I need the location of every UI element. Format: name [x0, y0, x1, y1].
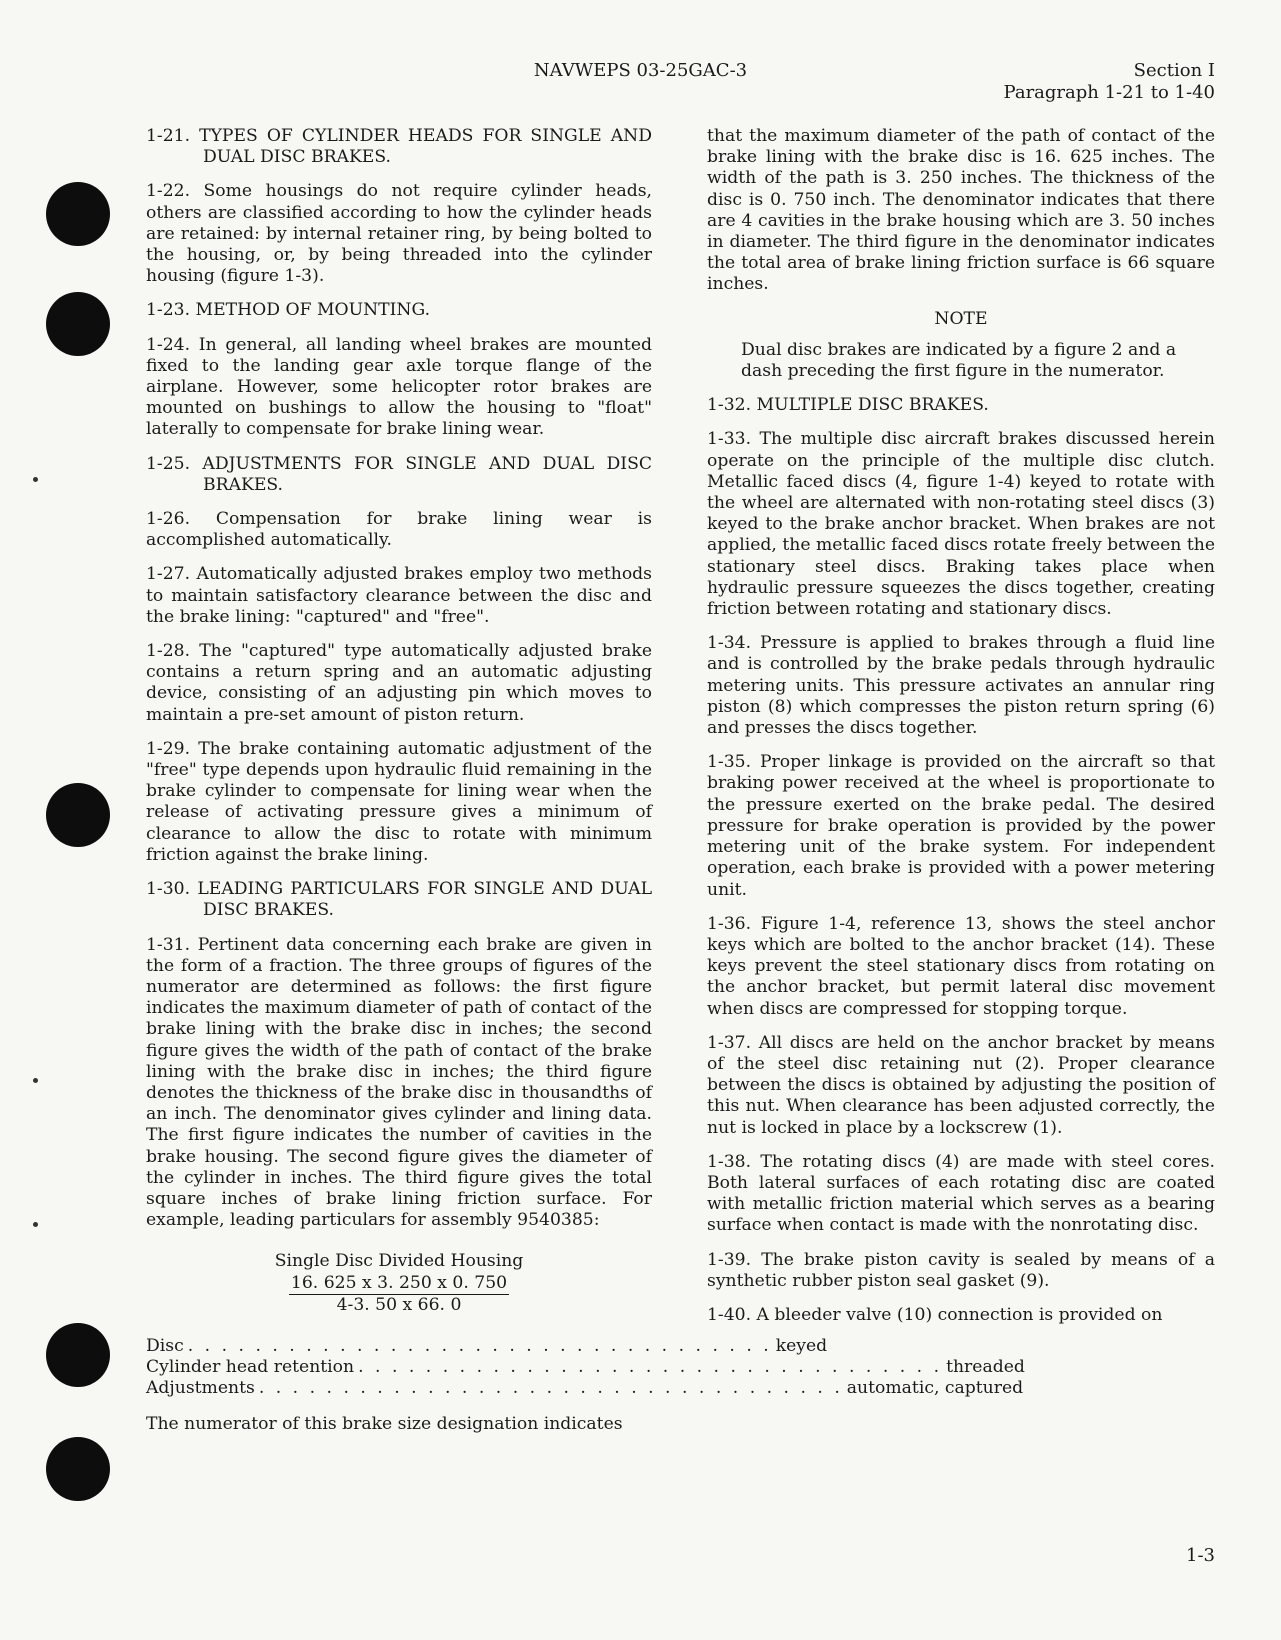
paragraph-1-39: 1-39. The brake piston cavity is sealed by means of a synthetic rubber piston seal gasket (9). [707, 1249, 1215, 1291]
particular-label: Cylinder head retention [146, 1357, 355, 1378]
heading-1-25: 1-25. ADJUSTMENTS FOR SINGLE AND DUAL DISC BRAKES. [146, 453, 652, 495]
binder-hole-1 [46, 182, 110, 246]
margin-mark [33, 477, 38, 482]
note-title: NOTE [934, 308, 988, 329]
paragraph-1-26: 1-26. Compensation for brake lining wear is accomplished automatically. [146, 509, 652, 551]
paragraph-1-22: 1-22. Some housings do not require cylinder heads, others are classified according to how the cylinder heads are retained: by internal retainer ring, by being bolted to the housing, or, by being threaded into the cylinder housing (figure 1-3). [146, 181, 652, 287]
particular-row [146, 1378, 1024, 1399]
paragraph-closing: The numerator of this brake size designation indicates [146, 1413, 623, 1434]
paragraph-1-38: 1-38. The rotating discs (4) are made with steel cores. Both lateral surfaces of each rotating disc are coated with metallic friction material which serves as a bearing surface when contact is made with the nonrotating disc. [707, 1151, 1215, 1236]
paragraph-1-35: 1-35. Proper linkage is provided on the aircraft so that braking power received at the wheel is proportionate to the pressure exerted on the brake pedal. The desired pressure for brake operation is provided by the power metering unit of the brake system. For independent operation, each brake is provided with a power metering unit. [707, 752, 1215, 900]
particular-value: automatic, captured [846, 1378, 1024, 1399]
binder-hole-5 [46, 1437, 110, 1501]
doc-number: NAVWEPS 03-25GAC-3 [533, 60, 748, 81]
particular-value: threaded [946, 1357, 1025, 1378]
particular-row [146, 1357, 1025, 1378]
fraction-numerator: 16. 625 x 3. 250 x 0. 750 [289, 1273, 509, 1295]
particular-row [146, 1335, 828, 1357]
heading-1-23: 1-23. METHOD OF MOUNTING. [146, 300, 431, 321]
note-body: Dual disc brakes are indicated by a figure 2 and a dash preceding the first figure in the numerator. [741, 339, 1177, 382]
heading-1-32: 1-32. MULTIPLE DISC BRAKES. [707, 395, 989, 416]
paragraph-1-29: 1-29. The brake containing automatic adjustment of the "free" type depends upon hydraulic fluid remaining in the brake cylinder to compensate for lining wear when the release of activating pressure gives a minimum of clearance to allow the disc to rotate with minimum friction against the brake lining. [146, 738, 652, 865]
page-number: 1-3 [1186, 1545, 1215, 1566]
particular-value: keyed [775, 1335, 828, 1356]
paragraph-range: Paragraph 1-21 to 1-40 [1003, 82, 1215, 103]
paragraph-continued: that the maximum diameter of the path of contact of the brake lining with the brake disc is 16. 625 inches. The width of the path is 3. 250 inches. The thickness of the disc is 0. 750 inch. The denominator indicates that there are 4 cavities in the brake housing which are 3. 50 inches in diameter. The third figure in the denominator indicates the total area of brake lining friction surface is 66 square inches. [707, 126, 1215, 295]
paragraph-1-37: 1-37. All discs are held on the anchor bracket by means of the steel disc retaining nut (2). Proper clearance between the discs is obtained by adjusting the position of this nut. When clearance has been adjusted correctly, the nut is locked in place by a lockscrew (1). [707, 1032, 1215, 1138]
paragraph-1-34: 1-34. Pressure is applied to brakes through a fluid line and is controlled by the brake pedals through hydraulic metering units. This pressure activates an annular ring piston (8) which compresses the piston return spring (6) and presses the discs together. [707, 633, 1215, 739]
fraction-denominator: 4-3. 50 x 66. 0 [336, 1294, 462, 1315]
paragraph-1-33: 1-33. The multiple disc aircraft brakes discussed herein operate on the principle of the multiple disc clutch. Metallic faced discs (4, figure 1-4) keyed to rotate with the wheel are alternated with non-rotating steel discs (3) keyed to the brake anchor bracket. When brakes are not applied, the metallic faced discs rotate freely between the stationary steel discs. Braking takes place when hydraulic pressure squeezes the discs together, creating friction between rotating and stationary discs. [707, 429, 1215, 620]
binder-hole-2 [46, 292, 110, 356]
binder-hole-3 [46, 783, 110, 847]
section-label: Section I [1133, 60, 1215, 81]
margin-mark [33, 1078, 38, 1083]
paragraph-1-28: 1-28. The "captured" type automatically adjusted brake contains a return spring and an automatic adjusting device, consisting of an adjusting pin which moves to maintain a pre-set amount of piston return. [146, 641, 652, 725]
paragraph-1-24: 1-24. In general, all landing wheel brakes are mounted fixed to the landing gear axle torque flange of the airplane. However, some helicopter rotor brakes are mounted on bushings to allow the housing to "float" laterally to compensate for brake lining wear. [146, 334, 652, 440]
paragraph-1-36: 1-36. Figure 1-4, reference 13, shows the steel anchor keys which are bolted to the anchor bracket (14). These keys prevent the steel stationary discs from rotating on the anchor bracket, but permit lateral disc movement when discs are compressed for stopping torque. [707, 913, 1215, 1019]
leader-dots: . . . . . . . . . . . . . . . . . . . . . . . . . . . . . . . . . . . [358, 1357, 943, 1378]
header-right [1004, 60, 1215, 104]
particular-label: Disc [146, 1335, 184, 1356]
fraction-title: Single Disc Divided Housing [274, 1251, 524, 1272]
right-column [707, 126, 1215, 1339]
binder-hole-4 [46, 1323, 110, 1387]
particular-label: Adjustments [146, 1378, 255, 1399]
heading-1-21: 1-21. TYPES OF CYLINDER HEADS FOR SINGLE AND DUAL DISC BRAKES. [146, 126, 652, 168]
paragraph-1-27: 1-27. Automatically adjusted brakes employ two methods to maintain satisfactory clearance between the disc and the brake lining: "captured" and "free". [146, 564, 652, 627]
paragraph-1-40: 1-40. A bleeder valve (10) connection is provided on [707, 1304, 1163, 1325]
paragraph-1-31: 1-31. Pertinent data concerning each brake are given in the form of a fraction. The three groups of figures of the numerator are determined as follows: the first figure indicates the maximum diameter of path of contact of the brake lining with the brake disc in inches; the second figure gives the width of the path of contact of the brake lining with the brake disc in inches; the third figure denotes the thickness of the brake disc in thousandths of an inch. The denominator gives cylinder and lining data. The first figure indicates the number of cavities in the brake housing. The second figure gives the diameter of the cylinder in inches. The third figure gives the total square inches of brake lining friction surface. For example, leading particulars for assembly 9540385: [146, 934, 652, 1231]
brake-size-fraction [146, 1251, 652, 1316]
leader-dots: . . . . . . . . . . . . . . . . . . . . . . . . . . . . . . . . . . . [258, 1378, 843, 1399]
heading-1-30: 1-30. LEADING PARTICULARS FOR SINGLE AND DUAL DISC BRAKES. [146, 879, 652, 921]
margin-mark [33, 1222, 38, 1227]
leader-dots: . . . . . . . . . . . . . . . . . . . . . . . . . . . . . . . . . . . [187, 1335, 772, 1356]
particulars-list [146, 1335, 1025, 1400]
